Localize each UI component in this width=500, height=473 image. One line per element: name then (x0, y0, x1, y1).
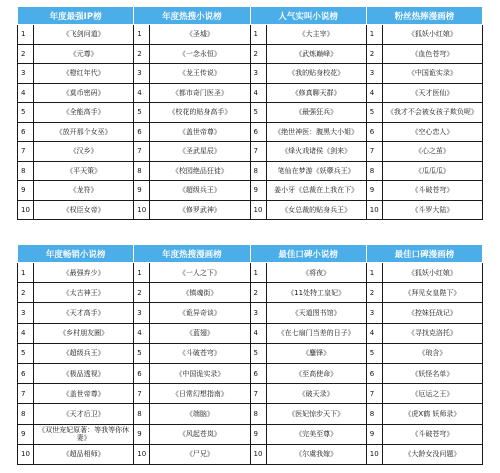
title-cell: 《尔虞我嫁》 (266, 444, 366, 464)
title-cell: 《超级兵王》 (150, 181, 250, 201)
title-cell: 《虎X鹤 妖师录》 (382, 404, 482, 424)
rank-number: 10 (250, 200, 266, 220)
title-cell: 《大龄女没问题》 (382, 444, 482, 464)
title-cell: 《女总裁的贴身兵王》 (266, 200, 366, 220)
rank-number: 4 (250, 323, 266, 343)
table-row (18, 103, 483, 123)
title-cell: 《斗罗大陆》 (382, 200, 482, 220)
title-cell: 《尸兄》 (150, 444, 250, 464)
rank-number: 4 (18, 83, 34, 103)
rank-number: 10 (366, 200, 382, 220)
header-top-4: 粉丝热捧漫画榜 (366, 7, 482, 25)
rank-number: 2 (250, 44, 266, 64)
table-row (18, 122, 483, 142)
rank-number: 5 (366, 103, 382, 123)
rank-number: 1 (366, 25, 382, 45)
title-cell: 《极品透视》 (34, 363, 134, 383)
rank-number: 1 (250, 25, 266, 45)
rank-number: 1 (18, 25, 34, 45)
title-cell: 《血色苍穹》 (382, 44, 482, 64)
title-cell: 《斗破苍穹》 (382, 181, 482, 201)
title-cell: 《全能高手》 (34, 103, 134, 123)
title-cell: 《最强狂兵》 (266, 103, 366, 123)
title-cell: 《天才高手》 (34, 303, 134, 323)
table-row (18, 200, 483, 220)
title-cell: 《控妹狂战记》 (382, 303, 482, 323)
title-cell: 《天才后卫》 (34, 404, 134, 424)
header-bottom-1: 年度畅销小说榜 (18, 245, 134, 263)
rank-number: 8 (134, 404, 150, 424)
title-cell: 《破天录》 (266, 384, 366, 404)
title-cell: 《龙符》 (34, 181, 134, 201)
rank-number: 3 (18, 64, 34, 84)
rank-number: 3 (250, 64, 266, 84)
rank-number: 4 (366, 323, 382, 343)
table-row (18, 384, 483, 404)
title-cell: 《权臣女帝》 (34, 200, 134, 220)
rank-number: 2 (366, 44, 382, 64)
title-cell: 《11处特工皇妃》 (266, 283, 366, 303)
table-row (18, 181, 483, 201)
title-cell: 《都市奇门医圣》 (150, 83, 250, 103)
title-cell: 《蓝翅》 (150, 323, 250, 343)
title-cell: 《武炼巅峰》 (266, 44, 366, 64)
title-cell: 《一人之下》 (150, 263, 250, 283)
title-cell: 《完美至尊》 (266, 424, 366, 444)
table-row (18, 64, 483, 84)
title-cell: 《寻找克洛托》 (382, 323, 482, 343)
title-cell: 《狐妖小红娘》 (382, 263, 482, 283)
title-cell: 《中国诡实录》 (150, 363, 250, 383)
rank-number: 9 (250, 424, 266, 444)
rank-number: 10 (18, 444, 34, 464)
title-cell: 《风起苍岚》 (150, 424, 250, 444)
rank-number: 6 (18, 363, 34, 383)
header-bottom-4: 最佳口碑漫画榜 (366, 245, 482, 263)
title-cell: 《飞剑问道》 (34, 25, 134, 45)
rank-number: 8 (134, 161, 150, 181)
rank-number: 7 (250, 142, 266, 162)
title-cell: 《莫币密码》 (34, 83, 134, 103)
header-top-3: 人气实叫小说榜 (250, 7, 366, 25)
title-cell: 《空心恋人》 (382, 122, 482, 142)
title-cell: 《修真聊天群》 (266, 83, 366, 103)
rank-number: 2 (250, 283, 266, 303)
rank-number: 10 (250, 444, 266, 464)
header-bottom-2: 年度热搜漫画榜 (134, 245, 250, 263)
rank-number: 3 (134, 303, 150, 323)
table-row (18, 142, 483, 162)
rank-number: 7 (134, 384, 150, 404)
rank-number: 5 (18, 103, 34, 123)
title-cell: 《中国诡实录》 (382, 64, 482, 84)
title-cell: 《瓜瓜瓜》 (382, 161, 482, 181)
title-cell: 《圣墟》 (150, 25, 250, 45)
title-cell: 《端脑》 (150, 404, 250, 424)
title-cell: 《修罗武神》 (150, 200, 250, 220)
rank-number: 2 (366, 283, 382, 303)
rank-number: 6 (134, 363, 150, 383)
title-cell: 《至高使命》 (266, 363, 366, 383)
rank-number: 9 (134, 181, 150, 201)
title-cell: 《我才不会被女孩子欺负呢》 (382, 103, 482, 123)
title-cell: 《斗破苍穹》 (382, 424, 482, 444)
title-cell: 《诡异奇谈》 (150, 303, 250, 323)
title-cell: 《乡村朋友圈》 (34, 323, 134, 343)
title-cell: 《最强弃少》 (34, 263, 134, 283)
rank-number: 5 (366, 343, 382, 363)
title-cell: 《放开那个女巫》 (34, 122, 134, 142)
rank-number: 6 (250, 122, 266, 142)
title-cell: 《超品相师》 (34, 444, 134, 464)
title-cell: 《绝世神医：腹黑大小姐》 (266, 122, 366, 142)
title-cell: 《将夜》 (266, 263, 366, 283)
title-cell: 《汉乡》 (34, 142, 134, 162)
rank-number: 6 (366, 363, 382, 383)
rank-number: 6 (134, 122, 150, 142)
table-row (18, 83, 483, 103)
rank-number: 5 (134, 343, 150, 363)
title-cell: 《盖世帝尊》 (34, 384, 134, 404)
rank-number: 1 (18, 263, 34, 283)
rank-number: 5 (250, 343, 266, 363)
rank-number: 3 (134, 64, 150, 84)
title-cell: 《拜见女皇陛下》 (382, 283, 482, 303)
header-top-1: 年度最强IP榜 (18, 7, 134, 25)
rank-number: 5 (250, 103, 266, 123)
rank-number: 6 (18, 122, 34, 142)
rank-number: 2 (18, 44, 34, 64)
title-cell: 《校花的贴身高手》 (150, 103, 250, 123)
rank-number: 9 (18, 424, 34, 444)
rank-number: 9 (366, 181, 382, 201)
rank-number: 3 (366, 303, 382, 323)
rank-number: 9 (250, 181, 266, 201)
rank-number: 9 (366, 424, 382, 444)
rank-number: 4 (366, 83, 382, 103)
rank-number: 1 (250, 263, 266, 283)
title-cell: 《我的贴身校花》 (266, 64, 366, 84)
table-row (18, 303, 483, 323)
rank-number: 4 (250, 83, 266, 103)
title-cell: 《医妃惊步天下》 (266, 404, 366, 424)
title-cell: 《在七扇门当差的日子》 (266, 323, 366, 343)
table-row (18, 44, 483, 64)
title-cell: 《大主宰》 (266, 25, 366, 45)
rank-number: 6 (250, 363, 266, 383)
title-cell: 《斗破苍穹》 (150, 343, 250, 363)
title-cell: 《烽火戏诸侯《剑来》 (266, 142, 366, 162)
rank-number: 4 (18, 323, 34, 343)
table-row (18, 25, 483, 45)
rank-number: 3 (250, 303, 266, 323)
table-row (18, 444, 483, 464)
rank-number: 5 (18, 343, 34, 363)
bottom-rankings-table (17, 244, 483, 465)
rank-number: 3 (366, 64, 382, 84)
rank-number: 8 (366, 404, 382, 424)
title-cell: 《天道图书馆》 (266, 303, 366, 323)
title-cell: 《日常幻想指南》 (150, 384, 250, 404)
title-cell: 《一念永恒》 (150, 44, 250, 64)
title-cell: 《狐妖小红娘》 (382, 25, 482, 45)
header-top-2: 年度热搜小说榜 (134, 7, 250, 25)
rank-number: 10 (134, 200, 150, 220)
title-cell: 《太古神王》 (34, 283, 134, 303)
rank-number: 8 (18, 404, 34, 424)
rank-number: 2 (134, 44, 150, 64)
rank-number: 9 (134, 424, 150, 444)
rank-number: 10 (18, 200, 34, 220)
rank-number: 8 (18, 161, 34, 181)
title-cell: 《盖世帝尊》 (150, 122, 250, 142)
title-cell: 《镇魂街》 (150, 283, 250, 303)
header-bottom-3: 最佳口碑小说榜 (250, 245, 366, 263)
table-row (18, 363, 483, 383)
title-cell: 《妖怪名单》 (382, 363, 482, 383)
table-row (18, 424, 483, 444)
rank-number: 8 (250, 161, 266, 181)
rank-number: 1 (366, 263, 382, 283)
rank-number: 1 (134, 25, 150, 45)
title-cell: 《琅含》 (382, 343, 482, 363)
title-cell: 《心之茧》 (382, 142, 482, 162)
rank-number: 7 (250, 384, 266, 404)
title-cell: 《天才医仙》 (382, 83, 482, 103)
rank-number: 2 (134, 283, 150, 303)
table-row (18, 404, 483, 424)
title-cell: 《龙王传说》 (150, 64, 250, 84)
top-rankings-table (17, 6, 483, 220)
rank-number: 4 (134, 83, 150, 103)
table-row (18, 343, 483, 363)
rank-number: 3 (18, 303, 34, 323)
rank-number: 5 (134, 103, 150, 123)
top-header-row (18, 7, 483, 25)
title-cell: 姜小牙《总裁在上我在下》 (266, 181, 366, 201)
table-row (18, 263, 483, 283)
title-cell: 《鏖锋》 (266, 343, 366, 363)
rank-number: 7 (18, 384, 34, 404)
rank-number: 7 (366, 142, 382, 162)
title-cell: 《橙红年代》 (34, 64, 134, 84)
title-cell: 《双世宠妃原著：等我等你休妻》 (34, 424, 134, 444)
rank-number: 6 (366, 122, 382, 142)
rank-number: 8 (250, 404, 266, 424)
title-cell: 《超级兵王》 (34, 343, 134, 363)
rank-number: 7 (18, 142, 34, 162)
title-cell: 《元尊》 (34, 44, 134, 64)
bottom-header-row (18, 245, 483, 263)
title-cell: 笔仙在梦游《妖孽兵王》 (266, 161, 366, 181)
rank-number: 10 (134, 444, 150, 464)
table-row (18, 161, 483, 181)
rank-number: 2 (18, 283, 34, 303)
title-cell: 《圣武星辰》 (150, 142, 250, 162)
rank-number: 7 (366, 384, 382, 404)
rank-number: 4 (134, 323, 150, 343)
table-row (18, 283, 483, 303)
rank-number: 8 (366, 161, 382, 181)
rank-number: 10 (366, 444, 382, 464)
title-cell: 《厄运之王》 (382, 384, 482, 404)
rank-number: 1 (134, 263, 150, 283)
title-cell: 《校园绝品狂徒》 (150, 161, 250, 181)
table-row (18, 323, 483, 343)
title-cell: 《平天策》 (34, 161, 134, 181)
rank-number: 7 (134, 142, 150, 162)
rank-number: 9 (18, 181, 34, 201)
